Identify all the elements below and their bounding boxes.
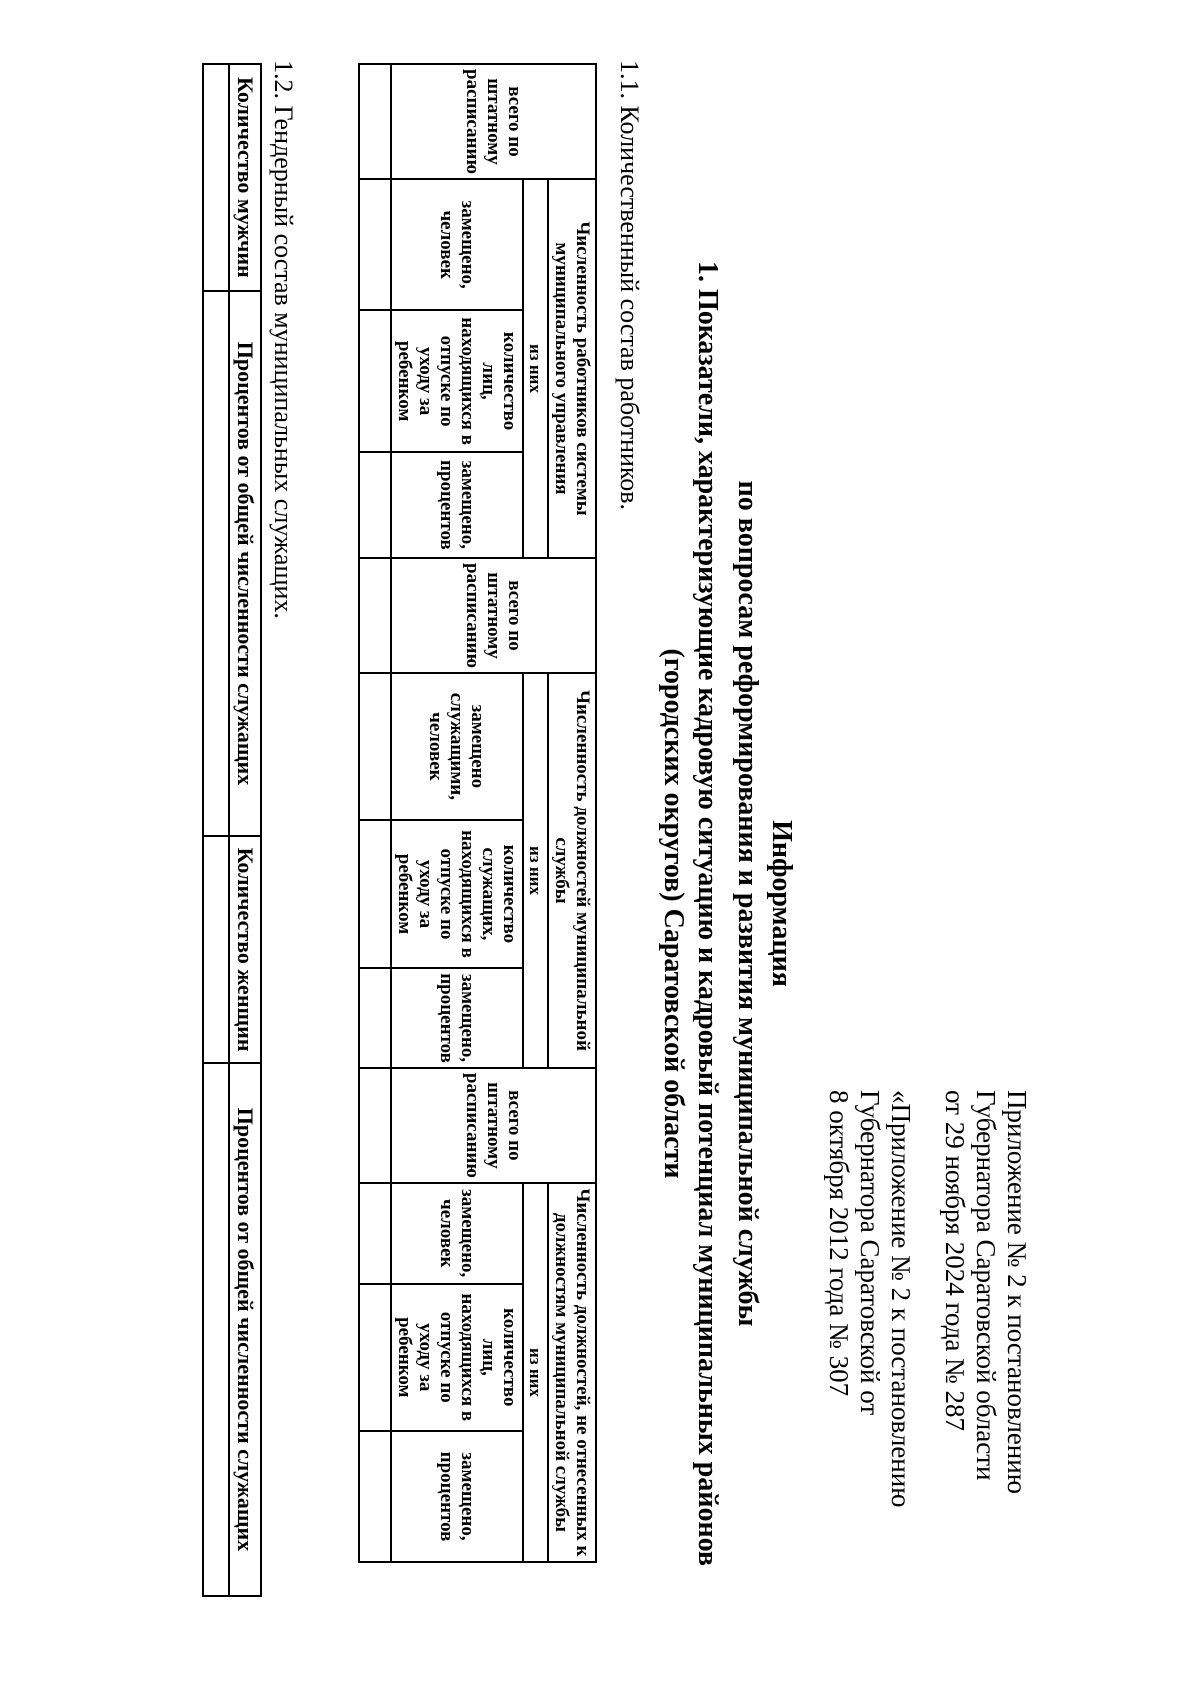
table-row	[203, 64, 229, 1596]
table-cell	[359, 558, 391, 673]
header-men-percent: Процентов от общей численности служащих	[229, 291, 261, 836]
header-group-positions: Численность должностей муниципальной службы	[548, 673, 596, 1068]
appendix-line: от 29 ноября 2024 года № 287	[940, 1090, 970, 1432]
table-cell	[359, 452, 391, 558]
table-cell	[359, 1284, 391, 1431]
table-cell	[359, 673, 391, 820]
subsection-heading-1-2: 1.2. Гендерный состав муниципальных служащих.	[269, 60, 298, 619]
header-of-them: из них	[523, 179, 548, 558]
appendix-line: Губернатора Саратовской области	[971, 1090, 1001, 1481]
table-cell	[359, 968, 391, 1068]
appendix-line: Губернатора Саратовской от	[855, 1090, 885, 1416]
header-men-count: Количество мужчин	[229, 64, 261, 291]
document-title: Информация	[766, 820, 797, 987]
table-cell	[359, 1183, 391, 1284]
header-on-leave: количество лиц, находящихся в отпуске по уходу за ребенком	[391, 310, 523, 451]
gender-composition-table	[202, 63, 262, 1597]
document-subtitle: по вопросам реформирования и развития муниципальной службы	[732, 480, 763, 1327]
table-cell	[359, 1068, 391, 1183]
section-heading: 1. Показатели, характеризующие кадровую ситуацию и кадровый потенциал муниципальных районов	[692, 260, 723, 1567]
table-cell	[359, 820, 391, 968]
table-cell	[203, 1063, 229, 1596]
header-filled-percent: замещено, процентов	[391, 452, 523, 558]
header-filled-percent: замещено, процентов	[391, 1431, 523, 1562]
appendix-line: 8 октября 2012 года № 307	[824, 1090, 854, 1397]
header-filled-employees: замещено служащими, человек	[391, 673, 523, 820]
header-total-positions: всего по штатному расписанию	[391, 558, 596, 673]
header-of-them: из них	[523, 673, 548, 1068]
header-filled-people: замещено, человек	[391, 179, 523, 310]
appendix-line: «Приложение № 2 к постановлению	[886, 1090, 916, 1508]
header-women-count: Количество женщин	[229, 836, 261, 1063]
section-heading-continued: (городских округов) Саратовской области	[658, 648, 689, 1179]
table-cell	[359, 1431, 391, 1562]
appendix-line: Приложение № 2 к постановлению	[1002, 1090, 1032, 1494]
header-of-them: из них	[523, 1183, 548, 1562]
header-total-other: всего по штатному расписанию	[391, 1068, 596, 1183]
table-cell	[359, 64, 391, 179]
header-on-leave: количество лиц, находящихся в отпуске по уходу за ребенком	[391, 1284, 523, 1431]
table-cell	[203, 291, 229, 836]
appendix-reference-new	[939, 1090, 1032, 1610]
header-group-other: Численность должностей, не отнесенных к должностям муниципальной службы	[548, 1183, 596, 1562]
appendix-reference-old	[823, 1090, 916, 1610]
table-cell	[203, 64, 229, 291]
subsection-heading-1-1: 1.1. Количественный состав работников.	[615, 60, 644, 511]
table-cell	[359, 179, 391, 310]
table-cell	[359, 310, 391, 451]
header-total-staff: всего по штатному расписанию	[391, 64, 596, 179]
header-group-staff: Численность работников системы муниципального управления	[548, 179, 596, 558]
table-row	[359, 64, 391, 1562]
header-women-percent: Процентов от общей численности служащих	[229, 1063, 261, 1596]
header-employees-on-leave: количество служащих, находящихся в отпуске по уходу за ребенком	[391, 820, 523, 968]
table-cell	[203, 836, 229, 1063]
staff-count-table	[358, 63, 597, 1563]
header-filled-people: замещено, человек	[391, 1183, 523, 1284]
header-filled-percent: замещено, процентов	[391, 968, 523, 1068]
